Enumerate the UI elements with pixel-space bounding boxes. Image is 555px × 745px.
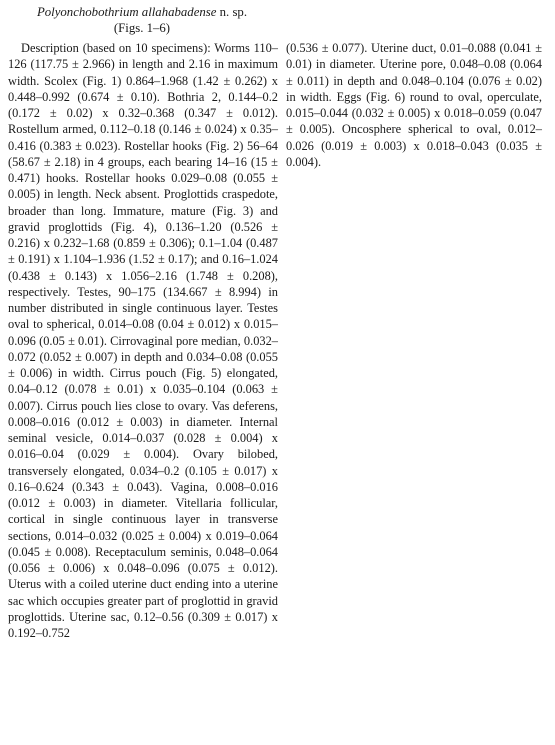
species-heading — [22, 4, 262, 36]
species-title — [22, 4, 262, 20]
figure-reference: (Figs. 1–6) — [113, 21, 171, 35]
left-text-column — [8, 40, 278, 641]
species-status: n. sp. — [219, 5, 248, 19]
description-paragraph: Description (based on 10 specimens): Worms 110–126 (117.75 ± 2.966) in length and 2.16 in maximum width. Scolex (Fig. 1) 0.864–1.968 (1.42 ± 0.262) x 0.448–0.992 (0.674 ± 0.10). Bothria 2, 0.144–0.2 (0.172 ± 0.02) x 0.32–0.368 (0.347 ± 0.012). Rostellum armed, 0.112–0.18 (0.146 ± 0.024) x 0.35–0.416 (0.383 ± 0.023). Rostellar hooks (Fig. 2) 56–64 (58.67 ± 2.18) in 4 groups, each bearing 14–16 (15 ± 0.471) hooks. Rostellar hooks 0.029–0.08 (0.055 ± 0.005) in length. Neck absent. Proglottids craspedote, broader than long. Immature, mature (Fig. 3) and gravid proglottids (Fig. 4), 0.136–1.20 (0.526 ± 0.216) x 0.232–1.68 (0.859 ± 0.306); 0.1–1.04 (0.487 ± 0.191) x 1.104–1.936 (1.52 ± 0.17); and 0.16–1.024 (0.438 ± 0.143) x 1.056–2.16 (1.748 ± 0.208), respectively. Testes, 90–175 (134.667 ± 8.994) in number distributed in single continuous layer. Testes oval to spherical, 0.014–0.08 (0.04 ± 0.012) x 0.015–0.096 (0.05 ± 0.01). Cirrovaginal pore median, 0.032–0.072 (0.052 ± 0.007) in depth and 0.034–0.08 (0.055 ± 0.006) in width. Cirrus pouch (Fig. 5) elongated, 0.04–0.12 (0.078 ± 0.01) x 0.035–0.104 (0.063 ± 0.007). Cirrus pouch lies close to ovary. Vas deferens, 0.008–0.016 (0.012 ± 0.003) in diameter. Internal seminal vesicle, 0.014–0.037 (0.028 ± 0.004) x 0.016–0.04 (0.029 ± 0.004). Ovary bilobed, transversely elongated, 0.034–0.2 (0.105 ± 0.017) x 0.16–0.624 (0.343 ± 0.043). Vagina, 0.008–0.016 (0.012 ± 0.003) in diameter. Vitellaria follicular, cortical in single continuous layer in transverse sections, 0.014–0.032 (0.025 ± 0.004) x 0.019–0.064 (0.045 ± 0.008). Receptaculum seminis, 0.048–0.064 (0.056 ± 0.006) x 0.048–0.096 (0.075 ± 0.012). Uterus with a coiled uterine duct ending into a uterine sac which occupies greater part of proglottid in gravid proglottids. Uterine sac, 0.12–0.56 (0.309 ± 0.017) x 0.192–0.752 — [8, 41, 278, 640]
right-text-column — [286, 40, 542, 170]
species-name: Polyonchobothrium allahabadense — [36, 5, 217, 19]
description-continuation: (0.536 ± 0.077). Uterine duct, 0.01–0.088 (0.041 ± 0.01) in diameter. Uterine pore, 0.048–0.08 (0.064 ± 0.011) in depth and 0.048–0.104 (0.076 ± 0.02) in width. Eggs (Fig. 6) round to oval, operculate, 0.015–0.044 (0.032 ± 0.005) x 0.018–0.059 (0.047 ± 0.005). Oncosphere spherical to oval, 0.012–0.026 (0.019 ± 0.003) x 0.018–0.043 (0.035 ± 0.004). — [286, 41, 542, 169]
